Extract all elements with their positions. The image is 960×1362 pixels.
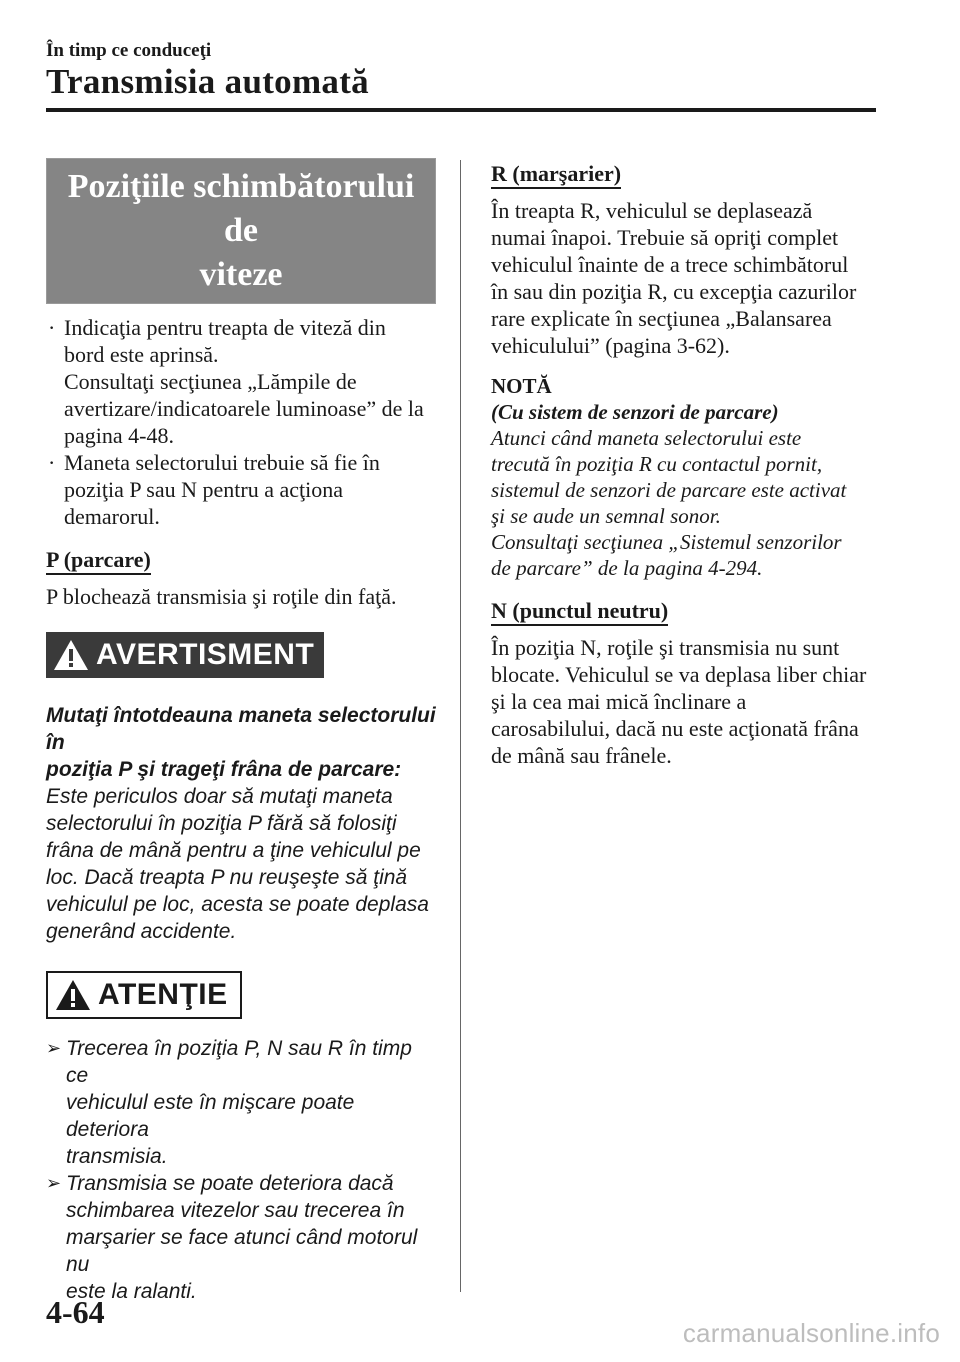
park-heading: P (parcare): [46, 546, 151, 575]
warning-bold-line: poziţia P şi trageţi frâna de parcare:: [46, 758, 402, 781]
reverse-line: în sau din poziţia R, cu excepţia cazurilor: [491, 279, 857, 304]
park-text: P blochează transmisia şi roţile din faţă.: [46, 584, 397, 609]
reverse-paragraph: [491, 197, 881, 359]
neutral-heading: N (punctul neutru): [491, 597, 668, 626]
right-column: [491, 158, 881, 777]
bullet-item: [46, 314, 436, 449]
reverse-line: În treapta R, vehiculul se deplasează: [491, 198, 813, 223]
caution-badge: [46, 971, 242, 1019]
caution-line: este la ralanti.: [66, 1280, 197, 1303]
note-line: trecută în poziţia R cu contactul pornit,: [491, 452, 823, 476]
bullet-item: [46, 449, 436, 530]
neutral-line: de mână sau frânele.: [491, 743, 672, 768]
bullet-line: bord este aprinsă.: [64, 342, 219, 367]
caution-triangle-icon: [54, 978, 92, 1012]
note-title: NOTĂ: [491, 374, 552, 398]
caution-line: Trecerea în poziţia P, N sau R în timp ce: [66, 1037, 412, 1087]
caution-line: vehiculul este în mişcare poate deteriora: [66, 1091, 355, 1141]
bullet-line: Indicaţia pentru treapta de viteză din: [64, 315, 386, 340]
page-number: 4-64: [46, 1294, 105, 1330]
note-line: sistemul de senzori de parcare este activat: [491, 478, 847, 502]
warning-line: generând accidente.: [46, 920, 237, 943]
warning-line: selectorului în poziţia P fără să folosiţi: [46, 812, 397, 835]
neutral-line: În poziţia N, roţile şi transmisia nu sunt: [491, 635, 840, 660]
warning-line: loc. Dacă treapta P nu reuşeşte să ţină: [46, 866, 408, 889]
header-rule: [46, 108, 876, 112]
bullet-dot-icon: ·: [48, 450, 56, 475]
caution-item: [46, 1170, 436, 1305]
caution-line: marşarier se face atunci când motorul nu: [66, 1226, 418, 1276]
left-column: [46, 158, 436, 1305]
caution-line: schimbarea vitezelor sau trecerea în: [66, 1199, 405, 1222]
reverse-line: vehiculul înainte de a trece schimbătorul: [491, 252, 849, 277]
section-title-line1: Poziţiile schimbătorului de: [67, 168, 415, 249]
reverse-line: rare explicate în secţiunea „Balansarea: [491, 306, 832, 331]
bullet-line: demarorul.: [64, 504, 160, 529]
section-title-banner: [46, 158, 436, 304]
arrow-bullet-icon: ➢: [46, 1038, 62, 1058]
reverse-line: vehiculului” (pagina 3-62).: [491, 333, 730, 358]
caution-label: ATENŢIE: [98, 978, 228, 1011]
warning-triangle-icon: [52, 638, 90, 672]
note-block: [491, 373, 881, 581]
page-title: Transmisia automată: [46, 62, 369, 101]
reverse-heading: R (marşarier): [491, 160, 621, 189]
bullet-line: Consultaţi secţiunea „Lămpile de: [64, 369, 357, 394]
bullet-dot-icon: ·: [48, 315, 56, 340]
bullet-line: avertizare/indicatoarele luminoase” de la: [64, 396, 424, 421]
section-title-line2: viteze: [199, 256, 283, 293]
warning-line: Este periculos doar să mutaţi maneta: [46, 785, 393, 808]
note-line: Consultaţi secţiunea „Sistemul senzorilor: [491, 530, 842, 554]
neutral-line: carosabilului, dacă nu este acţionată frâna: [491, 716, 859, 741]
warning-bold-line: Mutaţi întotdeauna maneta selectorului în: [46, 704, 436, 754]
note-line: de parcare” de la pagina 4-294.: [491, 556, 763, 580]
neutral-paragraph: [491, 634, 881, 769]
watermark: carmanualsonline.info: [682, 1318, 940, 1348]
neutral-line: blocate. Vehiculul se va deplasa liber chiar: [491, 662, 867, 687]
note-subtitle: (Cu sistem de senzori de parcare): [491, 400, 779, 424]
caution-item: [46, 1035, 436, 1170]
arrow-bullet-icon: ➢: [46, 1173, 62, 1193]
bullet-line: poziţia P sau N pentru a acţiona: [64, 477, 343, 502]
neutral-line: şi la cea mai mică înclinare a: [491, 689, 747, 714]
column-divider: [460, 160, 461, 1292]
warning-line: vehiculul pe loc, acesta se poate deplasa: [46, 893, 429, 916]
note-line: Atunci când maneta selectorului este: [491, 426, 802, 450]
warning-badge: [46, 632, 324, 678]
bullet-line: Maneta selectorului trebuie să fie în: [64, 450, 380, 475]
reverse-line: numai înapoi. Trebuie să opriţi complet: [491, 225, 839, 250]
bullet-line: pagina 4-48.: [64, 423, 174, 448]
warning-line: frâna de mână pentru a ţine vehiculul pe: [46, 839, 421, 862]
caution-line: Transmisia se poate deteriora dacă: [66, 1172, 394, 1195]
note-line: şi se aude un semnal sonor.: [491, 504, 721, 528]
warning-label: AVERTISMENT: [96, 638, 315, 671]
breadcrumb: În timp ce conduceţi: [46, 40, 212, 61]
caution-line: transmisia.: [66, 1145, 168, 1168]
